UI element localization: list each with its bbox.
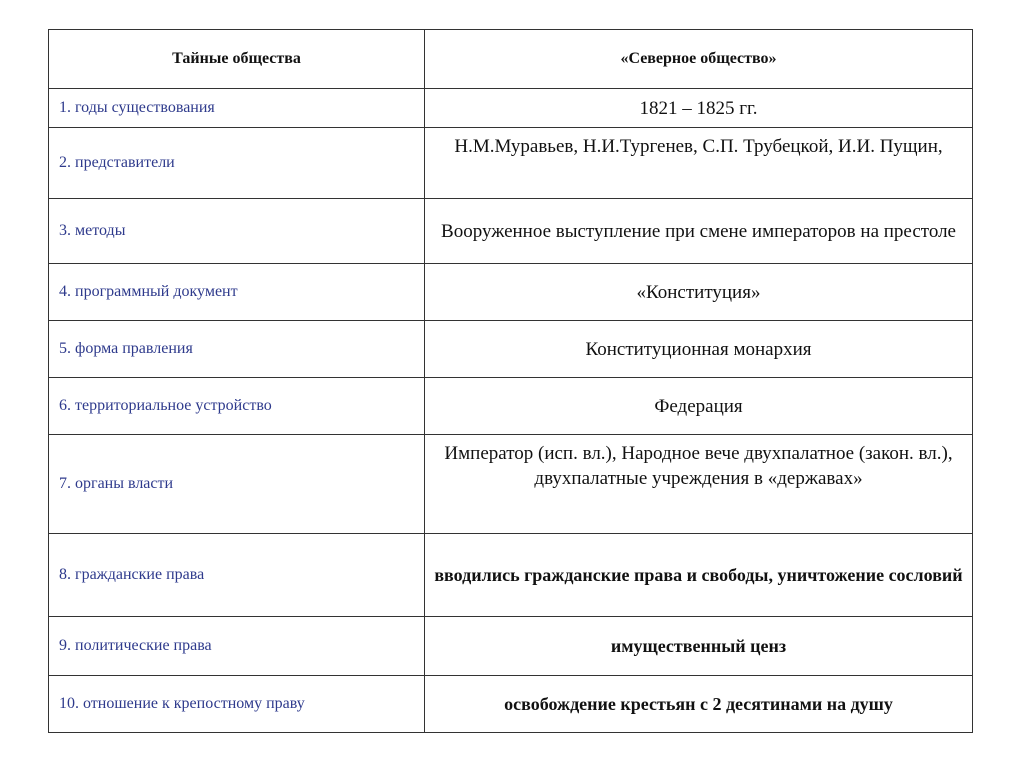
table-row [49,199,973,264]
row-value: Н.М.Муравьев, Н.И.Тургенев, С.П. Трубецкой, И.И. Пущин, [425,128,973,199]
row-label: 10. отношение к крепостному праву [49,676,425,733]
table-row [49,435,973,534]
header-secret-societies: Тайные общества [49,30,425,89]
row-label: 1. годы существования [49,89,425,128]
table-header-row [49,30,973,89]
row-value: 1821 – 1825 гг. [425,89,973,128]
row-value: освобождение крестьян с 2 десятинами на душу [425,676,973,733]
row-label: 6. территориальное устройство [49,378,425,435]
comparison-table [48,29,973,733]
row-label: 9. политические права [49,617,425,676]
table-row [49,378,973,435]
row-value: Федерация [425,378,973,435]
header-northern-society: «Северное общество» [425,30,973,89]
row-label: 3. методы [49,199,425,264]
row-value: «Конституция» [425,264,973,321]
table-row [49,676,973,733]
row-label: 2. представители [49,128,425,199]
row-value: Конституционная монархия [425,321,973,378]
table-row [49,128,973,199]
row-value: вводились гражданские права и свободы, уничтожение сословий [425,534,973,617]
row-value: Император (исп. вл.), Народное вече двухпалатное (закон. вл.), двухпалатные учреждения в «державах» [425,435,973,534]
row-value: имущественный ценз [425,617,973,676]
row-label: 8. гражданские права [49,534,425,617]
table-row [49,321,973,378]
table-row [49,89,973,128]
table-row [49,534,973,617]
row-label: 4. программный документ [49,264,425,321]
row-label: 5. форма правления [49,321,425,378]
row-value: Вооруженное выступление при смене императоров на престоле [425,199,973,264]
row-label: 7. органы власти [49,435,425,534]
table-row [49,264,973,321]
table-row [49,617,973,676]
